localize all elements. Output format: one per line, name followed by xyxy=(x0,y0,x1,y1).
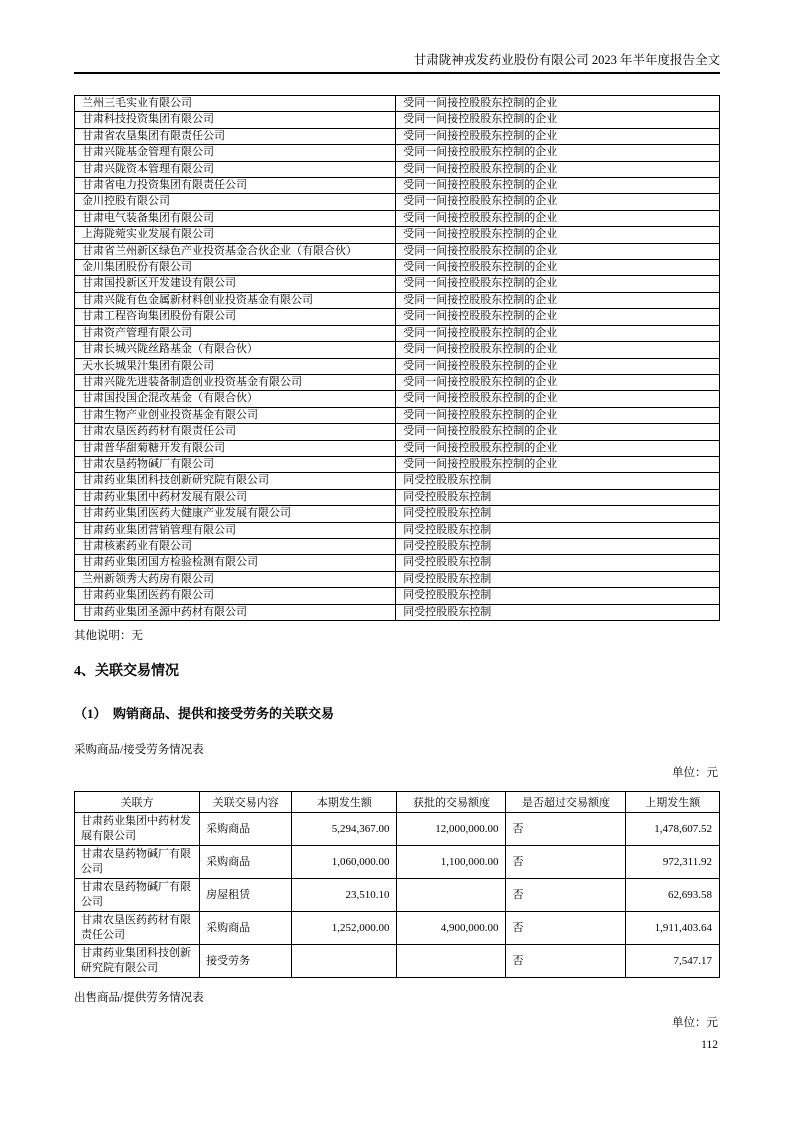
related-party-relationship-cell: 受同一间接控股股东控制的企业 xyxy=(396,128,720,144)
related-party-name-cell: 甘肃科技投资集团有限公司 xyxy=(75,112,396,128)
related-party-name-cell: 甘肃兴陇先进装备制造创业投资基金有限公司 xyxy=(75,374,396,390)
related-party-row xyxy=(75,424,720,440)
related-party-relationship-cell: 同受控股股东控制 xyxy=(396,555,720,571)
related-party-name-cell: 甘肃药业集团科技创新研究院有限公司 xyxy=(75,473,396,489)
report-title: 甘肃陇神戎发药业股份有限公司 2023 年半年度报告全文 xyxy=(413,53,720,67)
related-party-row xyxy=(75,555,720,571)
approved-limit-cell: 1,100,000.00 xyxy=(397,846,506,879)
related-party-cell: 甘肃药业集团科技创新研究院有限公司 xyxy=(75,945,200,978)
page-content xyxy=(74,0,720,1030)
related-party-relationship-cell: 受同一间接控股股东控制的企业 xyxy=(396,145,720,161)
purchase-unit-label: 单位：元 xyxy=(672,767,718,779)
related-party-relationship-cell: 受同一间接控股股东控制的企业 xyxy=(396,309,720,325)
section-heading: 4、关联交易情况 xyxy=(74,664,179,679)
related-party-row xyxy=(75,309,720,325)
related-party-name-cell: 甘肃资产管理有限公司 xyxy=(75,325,396,341)
purchase-table-row xyxy=(75,912,720,945)
related-party-row xyxy=(75,588,720,604)
related-party-row xyxy=(75,128,720,144)
purchase-column-header: 关联交易内容 xyxy=(200,792,292,813)
related-party-relationship-cell: 受同一间接控股股东控制的企业 xyxy=(396,358,720,374)
related-party-row xyxy=(75,456,720,472)
purchase-table-header-row xyxy=(75,792,720,813)
related-party-relationship-cell: 同受控股股东控制 xyxy=(396,473,720,489)
approved-limit-cell xyxy=(397,879,506,912)
related-party-relationship-cell: 受同一间接控股股东控制的企业 xyxy=(396,424,720,440)
related-party-relationship-cell: 同受控股股东控制 xyxy=(396,506,720,522)
related-party-relationship-cell: 受同一间接控股股东控制的企业 xyxy=(396,325,720,341)
related-party-relationship-cell: 同受控股股东控制 xyxy=(396,588,720,604)
related-party-relationship-cell: 受同一间接控股股东控制的企业 xyxy=(396,292,720,308)
related-party-row xyxy=(75,227,720,243)
current-period-amount-cell: 1,252,000.00 xyxy=(292,912,397,945)
current-period-amount-cell: 23,510.10 xyxy=(292,879,397,912)
related-party-name-cell: 甘肃长城兴陇丝路基金（有限合伙） xyxy=(75,342,396,358)
subsection-heading: （1） 购销商品、提供和接受劳务的关联交易 xyxy=(74,706,335,721)
related-party-row xyxy=(75,522,720,538)
related-party-row xyxy=(75,358,720,374)
related-party-name-cell: 甘肃普华甜菊糖开发有限公司 xyxy=(75,440,396,456)
related-party-relationship-cell: 受同一间接控股股东控制的企业 xyxy=(396,440,720,456)
related-party-row xyxy=(75,96,720,112)
related-party-relationship-cell: 受同一间接控股股东控制的企业 xyxy=(396,227,720,243)
prior-period-amount-cell: 62,693.58 xyxy=(626,879,720,912)
related-party-relationship-cell: 受同一间接控股股东控制的企业 xyxy=(396,210,720,226)
related-party-name-cell: 兰州新领秀大药房有限公司 xyxy=(75,571,396,587)
related-party-row xyxy=(75,374,720,390)
current-period-amount-cell: 1,060,000.00 xyxy=(292,846,397,879)
related-parties-table xyxy=(74,95,720,621)
related-party-row xyxy=(75,604,720,620)
related-party-name-cell: 兰州三毛实业有限公司 xyxy=(75,96,396,112)
related-party-name-cell: 甘肃电气装备集团有限公司 xyxy=(75,210,396,226)
related-party-relationship-cell: 同受控股股东控制 xyxy=(396,522,720,538)
related-party-row xyxy=(75,571,720,587)
related-party-name-cell: 甘肃省电力投资集团有限责任公司 xyxy=(75,178,396,194)
related-party-row xyxy=(75,178,720,194)
related-party-name-cell: 甘肃药业集团医药大健康产业发展有限公司 xyxy=(75,506,396,522)
purchase-table-row xyxy=(75,879,720,912)
transaction-type-cell: 接受劳务 xyxy=(200,945,292,978)
prior-period-amount-cell: 1,478,607.52 xyxy=(626,813,720,846)
purchase-transactions-table xyxy=(74,791,720,978)
related-party-name-cell: 甘肃农垦药物碱厂有限公司 xyxy=(75,456,396,472)
related-party-relationship-cell: 受同一间接控股股东控制的企业 xyxy=(396,260,720,276)
purchase-column-header: 上期发生额 xyxy=(626,792,720,813)
related-party-relationship-cell: 受同一间接控股股东控制的企业 xyxy=(396,161,720,177)
related-party-relationship-cell: 同受控股股东控制 xyxy=(396,489,720,505)
related-party-relationship-cell: 受同一间接控股股东控制的企业 xyxy=(396,456,720,472)
purchase-table-row xyxy=(75,846,720,879)
exceeds-limit-cell: 否 xyxy=(506,846,626,879)
related-party-name-cell: 天水长城果汁集团有限公司 xyxy=(75,358,396,374)
related-party-row xyxy=(75,112,720,128)
related-party-name-cell: 甘肃药业集团医药有限公司 xyxy=(75,588,396,604)
purchase-column-header: 获批的交易额度 xyxy=(397,792,506,813)
related-party-cell: 甘肃农垦医药药材有限责任公司 xyxy=(75,912,200,945)
prior-period-amount-cell: 7,547.17 xyxy=(626,945,720,978)
related-party-row xyxy=(75,194,720,210)
related-party-relationship-cell: 受同一间接控股股东控制的企业 xyxy=(396,391,720,407)
related-party-row xyxy=(75,407,720,423)
exceeds-limit-cell: 否 xyxy=(506,945,626,978)
related-party-row xyxy=(75,506,720,522)
related-party-relationship-cell: 受同一间接控股股东控制的企业 xyxy=(396,342,720,358)
related-party-relationship-cell: 受同一间接控股股东控制的企业 xyxy=(396,194,720,210)
sale-unit-label: 单位：元 xyxy=(672,1017,718,1029)
transaction-type-cell: 采购商品 xyxy=(200,846,292,879)
related-party-row xyxy=(75,342,720,358)
related-party-name-cell: 甘肃药业集团圣源中药材有限公司 xyxy=(75,604,396,620)
exceeds-limit-cell: 否 xyxy=(506,813,626,846)
sale-table-caption: 出售商品/提供劳务情况表 xyxy=(74,992,204,1004)
purchase-column-header: 关联方 xyxy=(75,792,200,813)
related-party-row xyxy=(75,391,720,407)
related-party-name-cell: 甘肃核素药业有限公司 xyxy=(75,538,396,554)
purchase-table-row xyxy=(75,945,720,978)
related-party-cell: 甘肃农垦药物碱厂有限公司 xyxy=(75,846,200,879)
related-party-relationship-cell: 同受控股股东控制 xyxy=(396,571,720,587)
related-party-name-cell: 甘肃国投新区开发建设有限公司 xyxy=(75,276,396,292)
related-party-relationship-cell: 同受控股股东控制 xyxy=(396,538,720,554)
transaction-type-cell: 采购商品 xyxy=(200,813,292,846)
related-party-row xyxy=(75,276,720,292)
purchase-table-row xyxy=(75,813,720,846)
related-party-name-cell: 甘肃农垦医药药材有限责任公司 xyxy=(75,424,396,440)
related-party-row xyxy=(75,243,720,259)
current-period-amount-cell: 5,294,367.00 xyxy=(292,813,397,846)
related-party-relationship-cell: 受同一间接控股股东控制的企业 xyxy=(396,178,720,194)
related-party-name-cell: 甘肃兴陇资本管理有限公司 xyxy=(75,161,396,177)
related-party-name-cell: 上海陇菀实业发展有限公司 xyxy=(75,227,396,243)
related-party-row xyxy=(75,145,720,161)
related-party-name-cell: 甘肃省农垦集团有限责任公司 xyxy=(75,128,396,144)
related-party-row xyxy=(75,260,720,276)
purchase-column-header: 本期发生额 xyxy=(292,792,397,813)
related-party-name-cell: 甘肃生物产业创业投资基金有限公司 xyxy=(75,407,396,423)
related-party-row xyxy=(75,489,720,505)
related-party-name-cell: 金川控股有限公司 xyxy=(75,194,396,210)
related-party-relationship-cell: 受同一间接控股股东控制的企业 xyxy=(396,407,720,423)
prior-period-amount-cell: 1,911,403.64 xyxy=(626,912,720,945)
related-party-name-cell: 甘肃药业集团国方检验检测有限公司 xyxy=(75,555,396,571)
related-party-name-cell: 甘肃国投国企混改基金（有限合伙） xyxy=(75,391,396,407)
page-number: 112 xyxy=(701,1039,718,1051)
exceeds-limit-cell: 否 xyxy=(506,912,626,945)
report-header xyxy=(74,0,720,74)
related-party-name-cell: 甘肃药业集团中药材发展有限公司 xyxy=(75,489,396,505)
related-party-relationship-cell: 受同一间接控股股东控制的企业 xyxy=(396,374,720,390)
related-party-name-cell: 甘肃兴陇基金管理有限公司 xyxy=(75,145,396,161)
related-party-name-cell: 甘肃工程咨询集团股份有限公司 xyxy=(75,309,396,325)
related-party-row xyxy=(75,473,720,489)
transaction-type-cell: 采购商品 xyxy=(200,912,292,945)
related-party-row xyxy=(75,538,720,554)
related-party-relationship-cell: 受同一间接控股股东控制的企业 xyxy=(396,96,720,112)
related-party-row xyxy=(75,325,720,341)
transaction-type-cell: 房屋租赁 xyxy=(200,879,292,912)
purchase-table-caption: 采购商品/接受劳务情况表 xyxy=(74,744,204,756)
related-party-relationship-cell: 受同一间接控股股东控制的企业 xyxy=(396,112,720,128)
purchase-column-header: 是否超过交易额度 xyxy=(506,792,626,813)
related-party-row xyxy=(75,210,720,226)
other-note: 其他说明：无 xyxy=(74,630,143,642)
related-party-cell: 甘肃农垦药物碱厂有限公司 xyxy=(75,879,200,912)
related-party-relationship-cell: 同受控股股东控制 xyxy=(396,604,720,620)
current-period-amount-cell xyxy=(292,945,397,978)
related-party-row xyxy=(75,161,720,177)
related-party-name-cell: 甘肃省兰州新区绿色产业投资基金合伙企业（有限合伙） xyxy=(75,243,396,259)
related-party-relationship-cell: 受同一间接控股股东控制的企业 xyxy=(396,243,720,259)
related-party-row xyxy=(75,440,720,456)
prior-period-amount-cell: 972,311.92 xyxy=(626,846,720,879)
approved-limit-cell: 12,000,000.00 xyxy=(397,813,506,846)
exceeds-limit-cell: 否 xyxy=(506,879,626,912)
approved-limit-cell xyxy=(397,945,506,978)
approved-limit-cell: 4,900,000.00 xyxy=(397,912,506,945)
related-party-row xyxy=(75,292,720,308)
related-party-name-cell: 金川集团股份有限公司 xyxy=(75,260,396,276)
related-party-cell: 甘肃药业集团中药材发展有限公司 xyxy=(75,813,200,846)
related-party-name-cell: 甘肃药业集团营销管理有限公司 xyxy=(75,522,396,538)
related-party-relationship-cell: 受同一间接控股股东控制的企业 xyxy=(396,276,720,292)
related-party-name-cell: 甘肃兴陇有色金属新材料创业投资基金有限公司 xyxy=(75,292,396,308)
